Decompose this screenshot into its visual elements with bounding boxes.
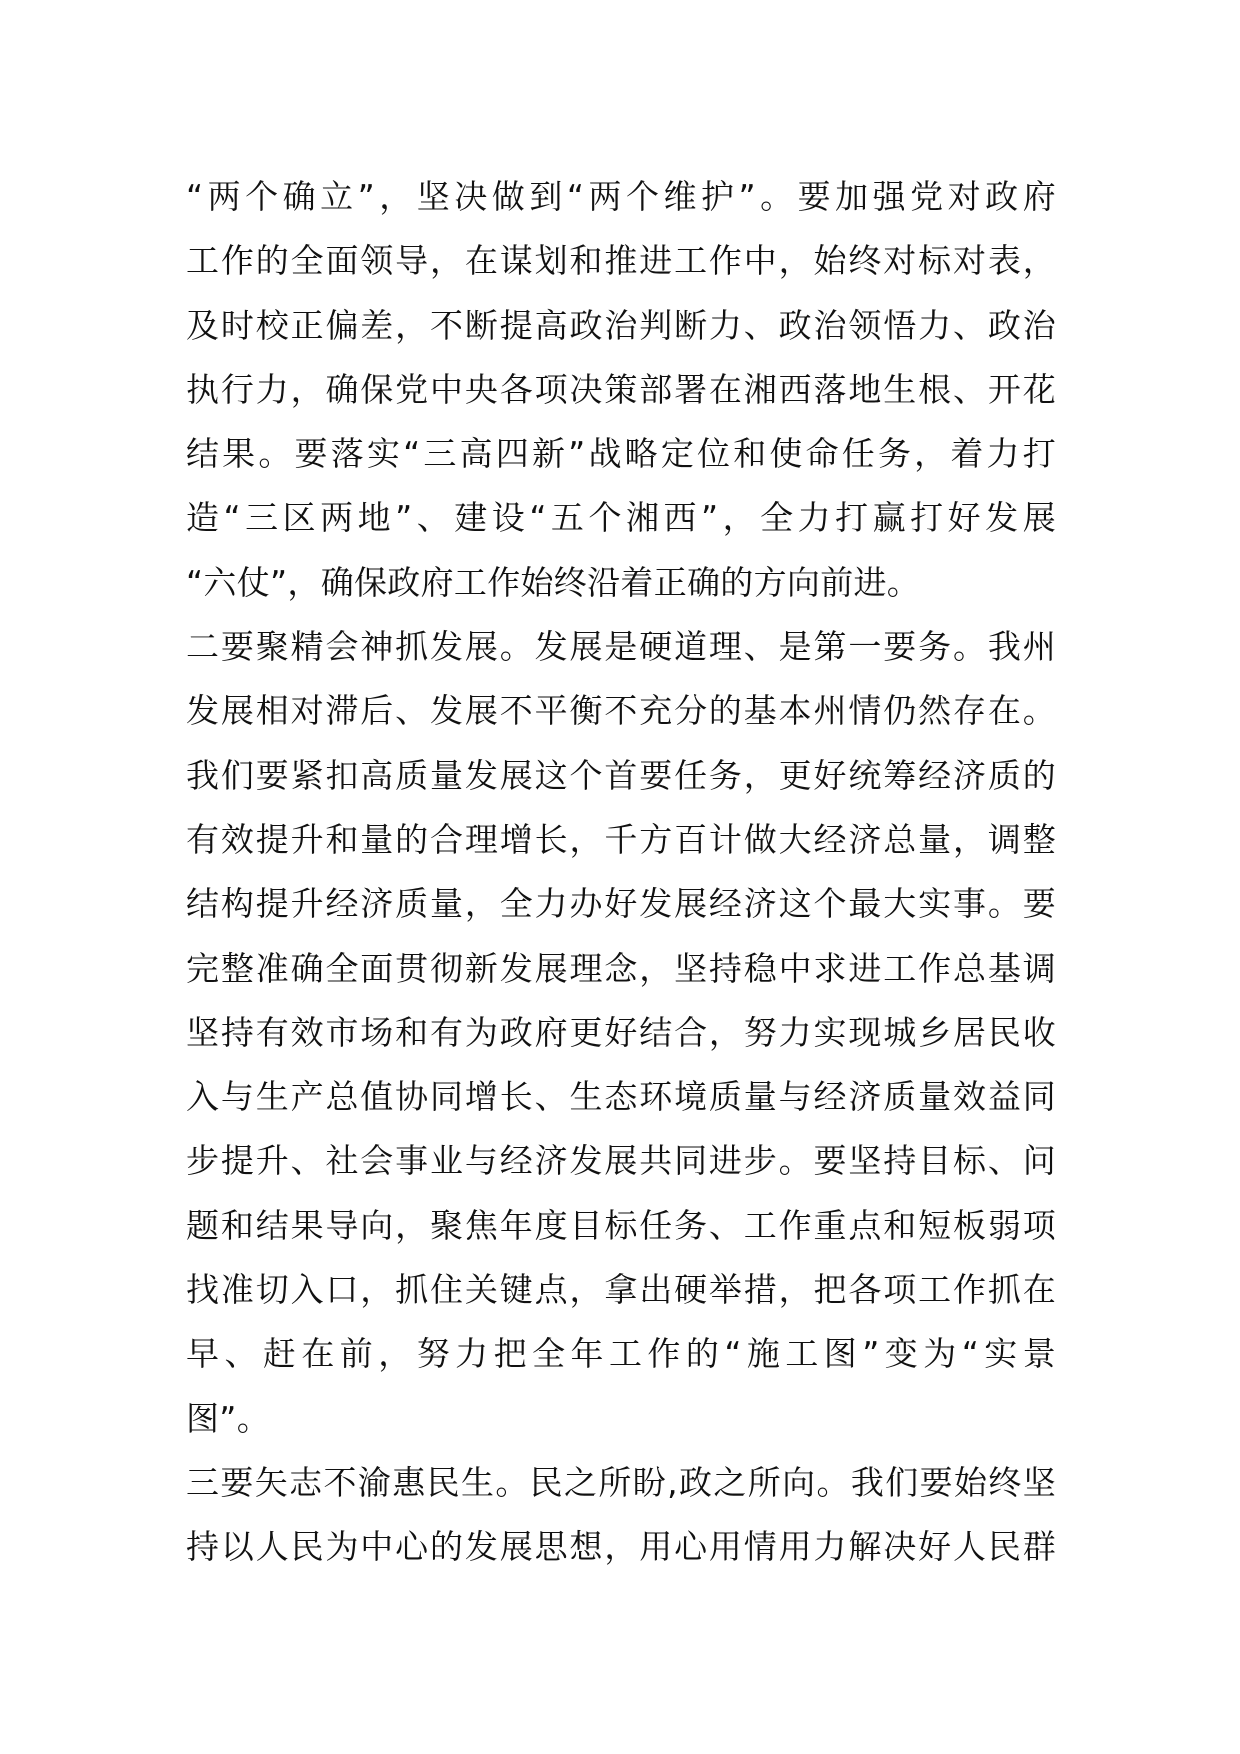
text-line: 结构提升经济质量，全力办好发展经济这个最大实事。要 (186, 884, 1056, 924)
text-line: “六仗”，确保政府工作始终沿着正确的方向前进。 (186, 562, 921, 602)
text-line: 有效提升和量的合理增长，千方百计做大经济总量，调整 (186, 819, 1056, 859)
text-line: 我们要紧扣高质量发展这个首要任务，更好统筹经济质的 (186, 755, 1056, 795)
text-line: 造“三区两地”、建设“五个湘西”，全力打赢打好发展 (186, 498, 1056, 538)
text-line: 早、赶在前，努力把全年工作的“施工图”变为“实景 (186, 1334, 1056, 1374)
text-line: 二要聚精会神抓发展。发展是硬道理、是第一要务。我州 (186, 627, 1056, 667)
text-line: 执行力，确保党中央各项决策部署在湘西落地生根、开花 (186, 369, 1056, 409)
text-line: 图”。 (186, 1398, 270, 1438)
body-text (186, 165, 1056, 1580)
text-line: 结果。要落实“三高四新”战略定位和使命任务，着力打 (186, 434, 1056, 474)
text-line: 步提升、社会事业与经济发展共同进步。要坚持目标、问 (186, 1141, 1056, 1181)
text-line: 完整准确全面贯彻新发展理念，坚持稳中求进工作总基调 (186, 948, 1056, 988)
text-line: 及时校正偏差，不断提高政治判断力、政治领悟力、政治 (186, 305, 1056, 345)
text-line: 持以人民为中心的发展思想，用心用情用力解决好人民群 (186, 1527, 1056, 1567)
text-line: 三要矢志不渝惠民生。民之所盼,政之所向。我们要始终坚 (186, 1462, 1056, 1502)
text-line: 工作的全面领导，在谋划和推进工作中，始终对标对表， (186, 241, 1056, 281)
text-line: “两个确立”，坚决做到“两个维护”。要加强党对政府 (186, 177, 1056, 216)
text-line: 入与生产总值协同增长、生态环境质量与经济质量效益同 (186, 1077, 1056, 1117)
text-line: 找准切入口，抓住关键点，拿出硬举措，把各项工作抓在 (186, 1270, 1056, 1310)
text-line: 题和结果导向，聚焦年度目标任务、工作重点和短板弱项 (186, 1205, 1056, 1245)
text-line: 发展相对滞后、发展不平衡不充分的基本州情仍然存在。 (186, 691, 1056, 731)
text-line: 坚持有效市场和有为政府更好结合，努力实现城乡居民收 (186, 1012, 1056, 1052)
